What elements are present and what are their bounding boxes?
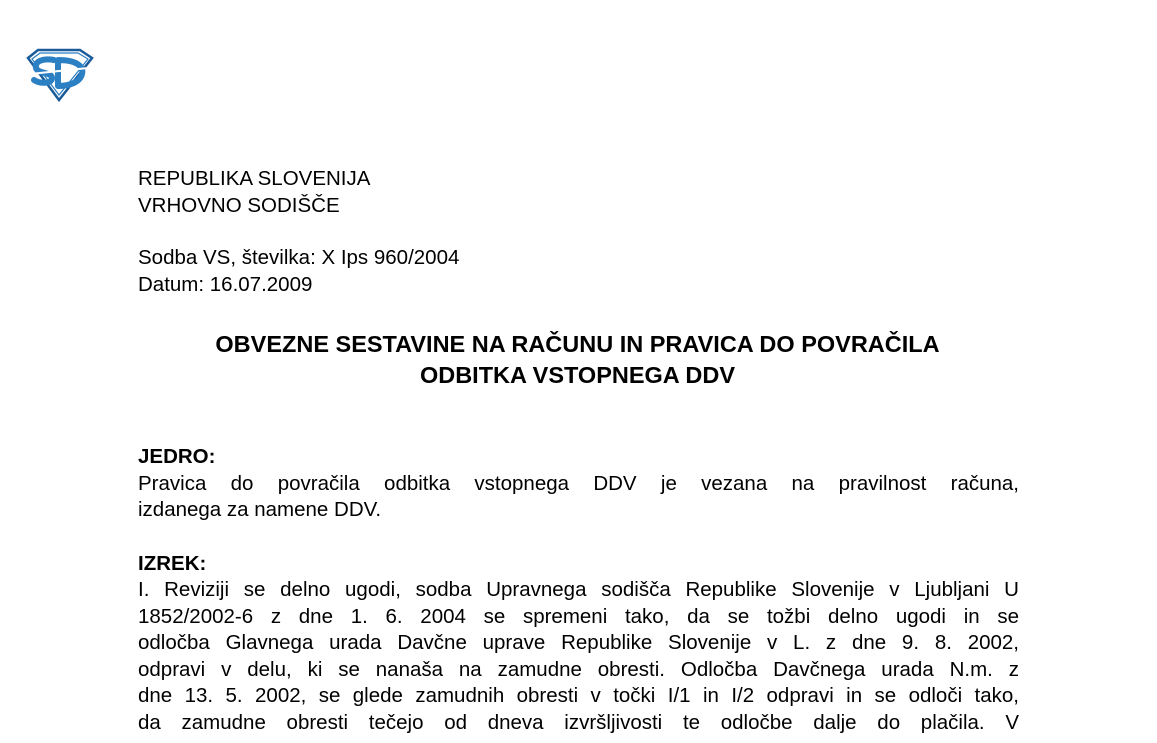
izrek-line: dne 13. 5. 2002, se glede zamudnih obresti v točki I/1 in I/2 odpravi in se odloči tako, xyxy=(138,684,1019,707)
izrek-line: I. Reviziji se delno ugodi, sodba Upravnega sodišča Republike Slovenije v Ljubljani U xyxy=(138,578,1019,601)
case-number: Sodba VS, številka: X Ips 960/2004 xyxy=(138,246,460,269)
document-body xyxy=(138,166,1019,736)
header-country: REPUBLIKA SLOVENIJA xyxy=(138,167,371,190)
jedro-line: izdanega za namene DDV. xyxy=(138,498,382,521)
court-logo-icon xyxy=(22,46,96,104)
izrek-line: odpravi v delu, ki se nanaša na zamudne obresti. Odločba Davčnega urada N.m. z xyxy=(138,657,1019,681)
header-court: VRHOVNO SODIŠČE xyxy=(138,193,340,217)
izrek-line: odločba Glavnega urada Davčne uprave Republike Slovenije v L. z dne 9. 8. 2002, xyxy=(138,631,1019,654)
document-title xyxy=(136,329,1019,391)
izrek-section xyxy=(138,551,1019,737)
title-line-1: OBVEZNE SESTAVINE NA RAČUNU IN PRAVICA DO POVRAČILA xyxy=(215,331,940,357)
judgment-date: Datum: 16.07.2009 xyxy=(138,272,313,296)
jedro-section xyxy=(138,444,1019,524)
jedro-heading: JEDRO: xyxy=(138,445,216,468)
izrek-line: da zamudne obresti tečejo od dneva izvršljivosti te odločbe dalje do plačila. V xyxy=(138,710,1019,734)
izrek-heading: IZREK: xyxy=(138,551,207,575)
izrek-line: 1852/2002-6 z dne 1. 6. 2004 se spremeni tako, da se tožbi delno ugodi in se xyxy=(138,604,1019,628)
jedro-line: Pravica do povračila odbitka vstopnega DDV je vezana na pravilnost računa, xyxy=(138,471,1019,495)
title-line-2: ODBITKA VSTOPNEGA DDV xyxy=(419,362,736,388)
